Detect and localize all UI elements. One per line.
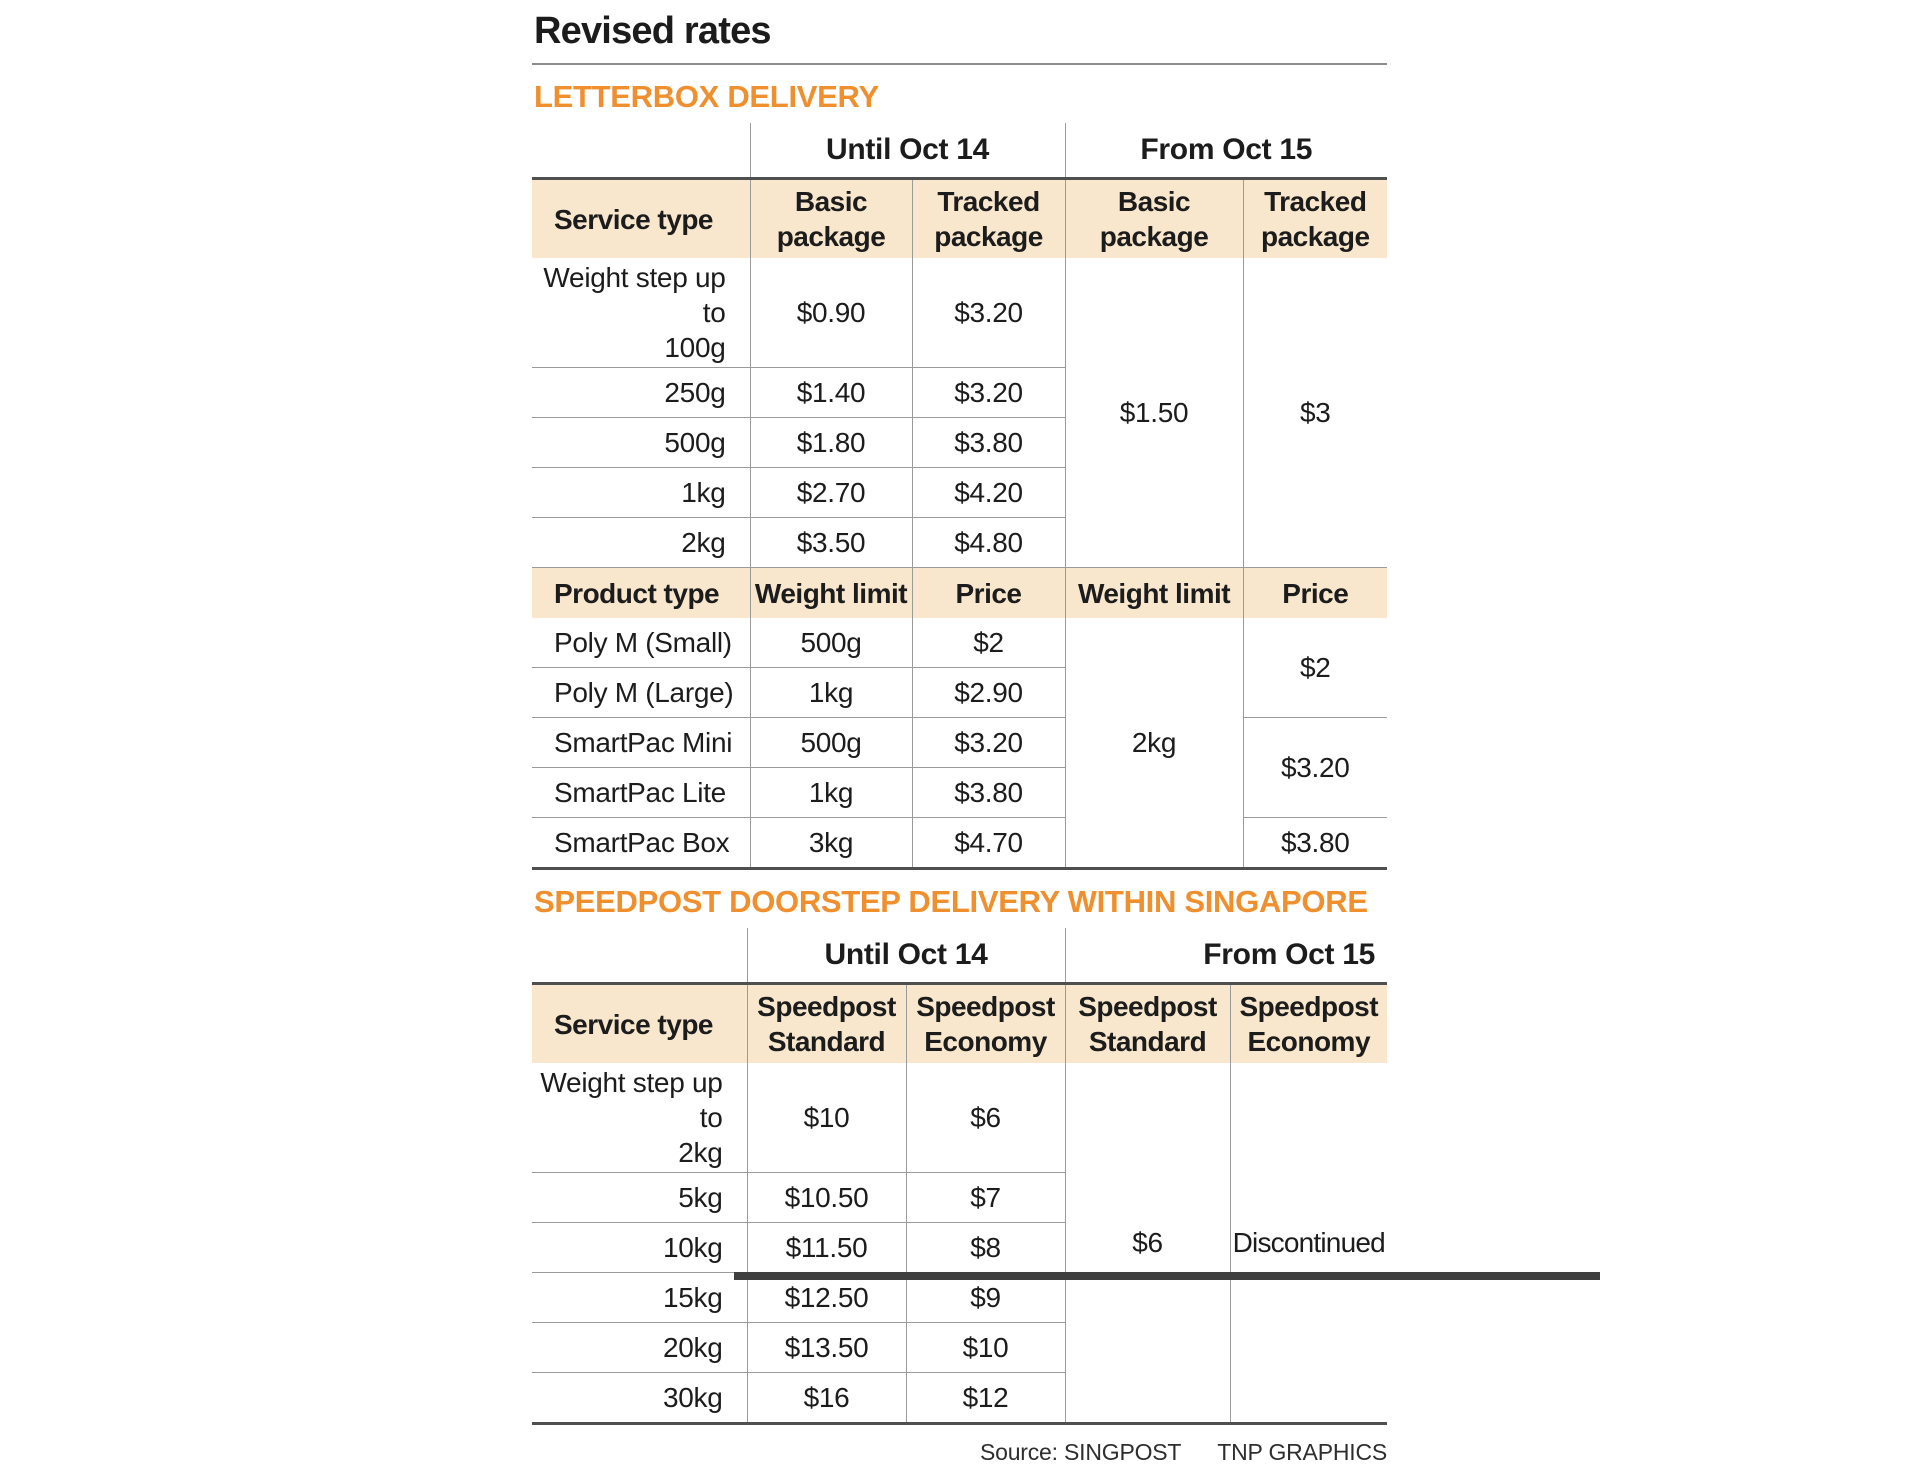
speedpost-from-oct15-header: From Oct 15 — [1065, 928, 1387, 984]
weight-label-cell: 30kg — [532, 1373, 747, 1424]
price-cell: $12.50 — [747, 1273, 906, 1323]
price-cell: $11.50 — [747, 1223, 906, 1273]
price-cell: $8 — [906, 1223, 1065, 1273]
letterbox-until-oct14-header: Until Oct 14 — [750, 123, 1065, 179]
weight-limit-cell: 500g — [750, 718, 912, 768]
price-cell: $4.20 — [912, 468, 1065, 518]
weight-label-cell: Weight step up to 100g — [532, 258, 750, 368]
product-type-header-cell: Product type — [532, 568, 750, 619]
from-price-cell: $3.80 — [1243, 818, 1387, 869]
price-cell: $2.90 — [912, 668, 1065, 718]
merged-from-standard-price-cell: $6 — [1065, 1063, 1230, 1424]
price-cell: $4.70 — [912, 818, 1065, 869]
weight-label-cell: 500g — [532, 418, 750, 468]
weight-limit-cell: 1kg — [750, 768, 912, 818]
weight-label-cell: 2kg — [532, 518, 750, 568]
page-title: Revised rates — [532, 8, 1387, 65]
merged-from-tracked-price-cell: $3 — [1243, 258, 1387, 568]
price-cell: $6 — [906, 1063, 1065, 1173]
table-row — [532, 718, 1387, 768]
revised-rates-graphic — [532, 8, 1387, 1466]
merged-from-price-cell: $3.20 — [1243, 718, 1387, 818]
price-cell: $4.80 — [912, 518, 1065, 568]
until-price-header-cell: Price — [912, 568, 1065, 619]
until-weight-limit-header-cell: Weight limit — [750, 568, 912, 619]
product-label-cell: SmartPac Box — [532, 818, 750, 869]
service-type-header-cell: Service type — [532, 179, 750, 259]
speedpost-period-row — [532, 928, 1387, 984]
letterbox-product-header-row — [532, 568, 1387, 619]
weight-label-cell: 20kg — [532, 1323, 747, 1373]
weight-limit-cell: 3kg — [750, 818, 912, 869]
blank-corner-cell — [532, 928, 747, 984]
table-row — [532, 258, 1387, 368]
price-cell: $3.20 — [912, 718, 1065, 768]
speedpost-table — [532, 928, 1387, 1425]
from-weight-limit-header-cell: Weight limit — [1065, 568, 1243, 619]
speedpost-until-oct14-header: Until Oct 14 — [747, 928, 1065, 984]
bottom-crop-strip — [734, 1272, 1600, 1280]
price-cell: $3.80 — [912, 418, 1065, 468]
merged-from-weight-limit-cell: 2kg — [1065, 618, 1243, 869]
letterbox-period-row — [532, 123, 1387, 179]
price-cell: $0.90 — [750, 258, 912, 368]
price-cell: $3.80 — [912, 768, 1065, 818]
blank-corner-cell — [532, 123, 750, 179]
until-tracked-package-header-cell: Tracked package — [912, 179, 1065, 259]
from-price-header-cell: Price — [1243, 568, 1387, 619]
weight-label-cell: 10kg — [532, 1223, 747, 1273]
until-speedpost-standard-header-cell: Speedpost Standard — [747, 984, 906, 1064]
price-cell: $1.40 — [750, 368, 912, 418]
price-cell: $3.20 — [912, 258, 1065, 368]
table-row — [532, 818, 1387, 869]
weight-label-cell: Weight step up to 2kg — [532, 1063, 747, 1173]
table-row — [532, 618, 1387, 668]
product-label-cell: Poly M (Large) — [532, 668, 750, 718]
product-label-cell: SmartPac Lite — [532, 768, 750, 818]
price-cell: $10.50 — [747, 1173, 906, 1223]
from-tracked-package-header-cell: Tracked package — [1243, 179, 1387, 259]
weight-limit-cell: 1kg — [750, 668, 912, 718]
weight-label-cell: 15kg — [532, 1273, 747, 1323]
price-cell: $16 — [747, 1373, 906, 1424]
price-cell: $12 — [906, 1373, 1065, 1424]
price-cell: $3.50 — [750, 518, 912, 568]
until-speedpost-economy-header-cell: Speedpost Economy — [906, 984, 1065, 1064]
product-label-cell: SmartPac Mini — [532, 718, 750, 768]
letterbox-from-oct15-header: From Oct 15 — [1065, 123, 1387, 179]
source-credit-row — [532, 1439, 1387, 1466]
table-row — [532, 1063, 1387, 1173]
price-cell: $1.80 — [750, 418, 912, 468]
price-cell: $3.20 — [912, 368, 1065, 418]
price-cell: $2 — [912, 618, 1065, 668]
weight-limit-cell: 500g — [750, 618, 912, 668]
from-speedpost-standard-header-cell: Speedpost Standard — [1065, 984, 1230, 1064]
price-cell: $10 — [747, 1063, 906, 1173]
price-cell: $13.50 — [747, 1323, 906, 1373]
speedpost-section-heading: SPEEDPOST DOORSTEP DELIVERY WITHIN SINGAPORE — [534, 884, 1368, 919]
price-cell: $2.70 — [750, 468, 912, 518]
merged-from-price-cell: $2 — [1243, 618, 1387, 718]
weight-label-cell: 250g — [532, 368, 750, 418]
letterbox-weight-header-row — [532, 179, 1387, 259]
merged-from-economy-discontinued-cell: Discontinued — [1230, 1063, 1387, 1424]
speedpost-header-row — [532, 984, 1387, 1064]
graphics-credit: TNP GRAPHICS — [1217, 1439, 1387, 1465]
merged-from-basic-price-cell: $1.50 — [1065, 258, 1243, 568]
until-basic-package-header-cell: Basic package — [750, 179, 912, 259]
product-label-cell: Poly M (Small) — [532, 618, 750, 668]
source-label: Source: SINGPOST — [979, 1439, 1182, 1465]
price-cell: $10 — [906, 1323, 1065, 1373]
letterbox-section-heading: LETTERBOX DELIVERY — [534, 79, 879, 114]
from-basic-package-header-cell: Basic package — [1065, 179, 1243, 259]
from-speedpost-economy-header-cell: Speedpost Economy — [1230, 984, 1387, 1064]
price-cell: $7 — [906, 1173, 1065, 1223]
service-type-header-cell: Service type — [532, 984, 747, 1064]
weight-label-cell: 5kg — [532, 1173, 747, 1223]
weight-label-cell: 1kg — [532, 468, 750, 518]
price-cell: $9 — [906, 1273, 1065, 1323]
letterbox-table — [532, 123, 1387, 870]
